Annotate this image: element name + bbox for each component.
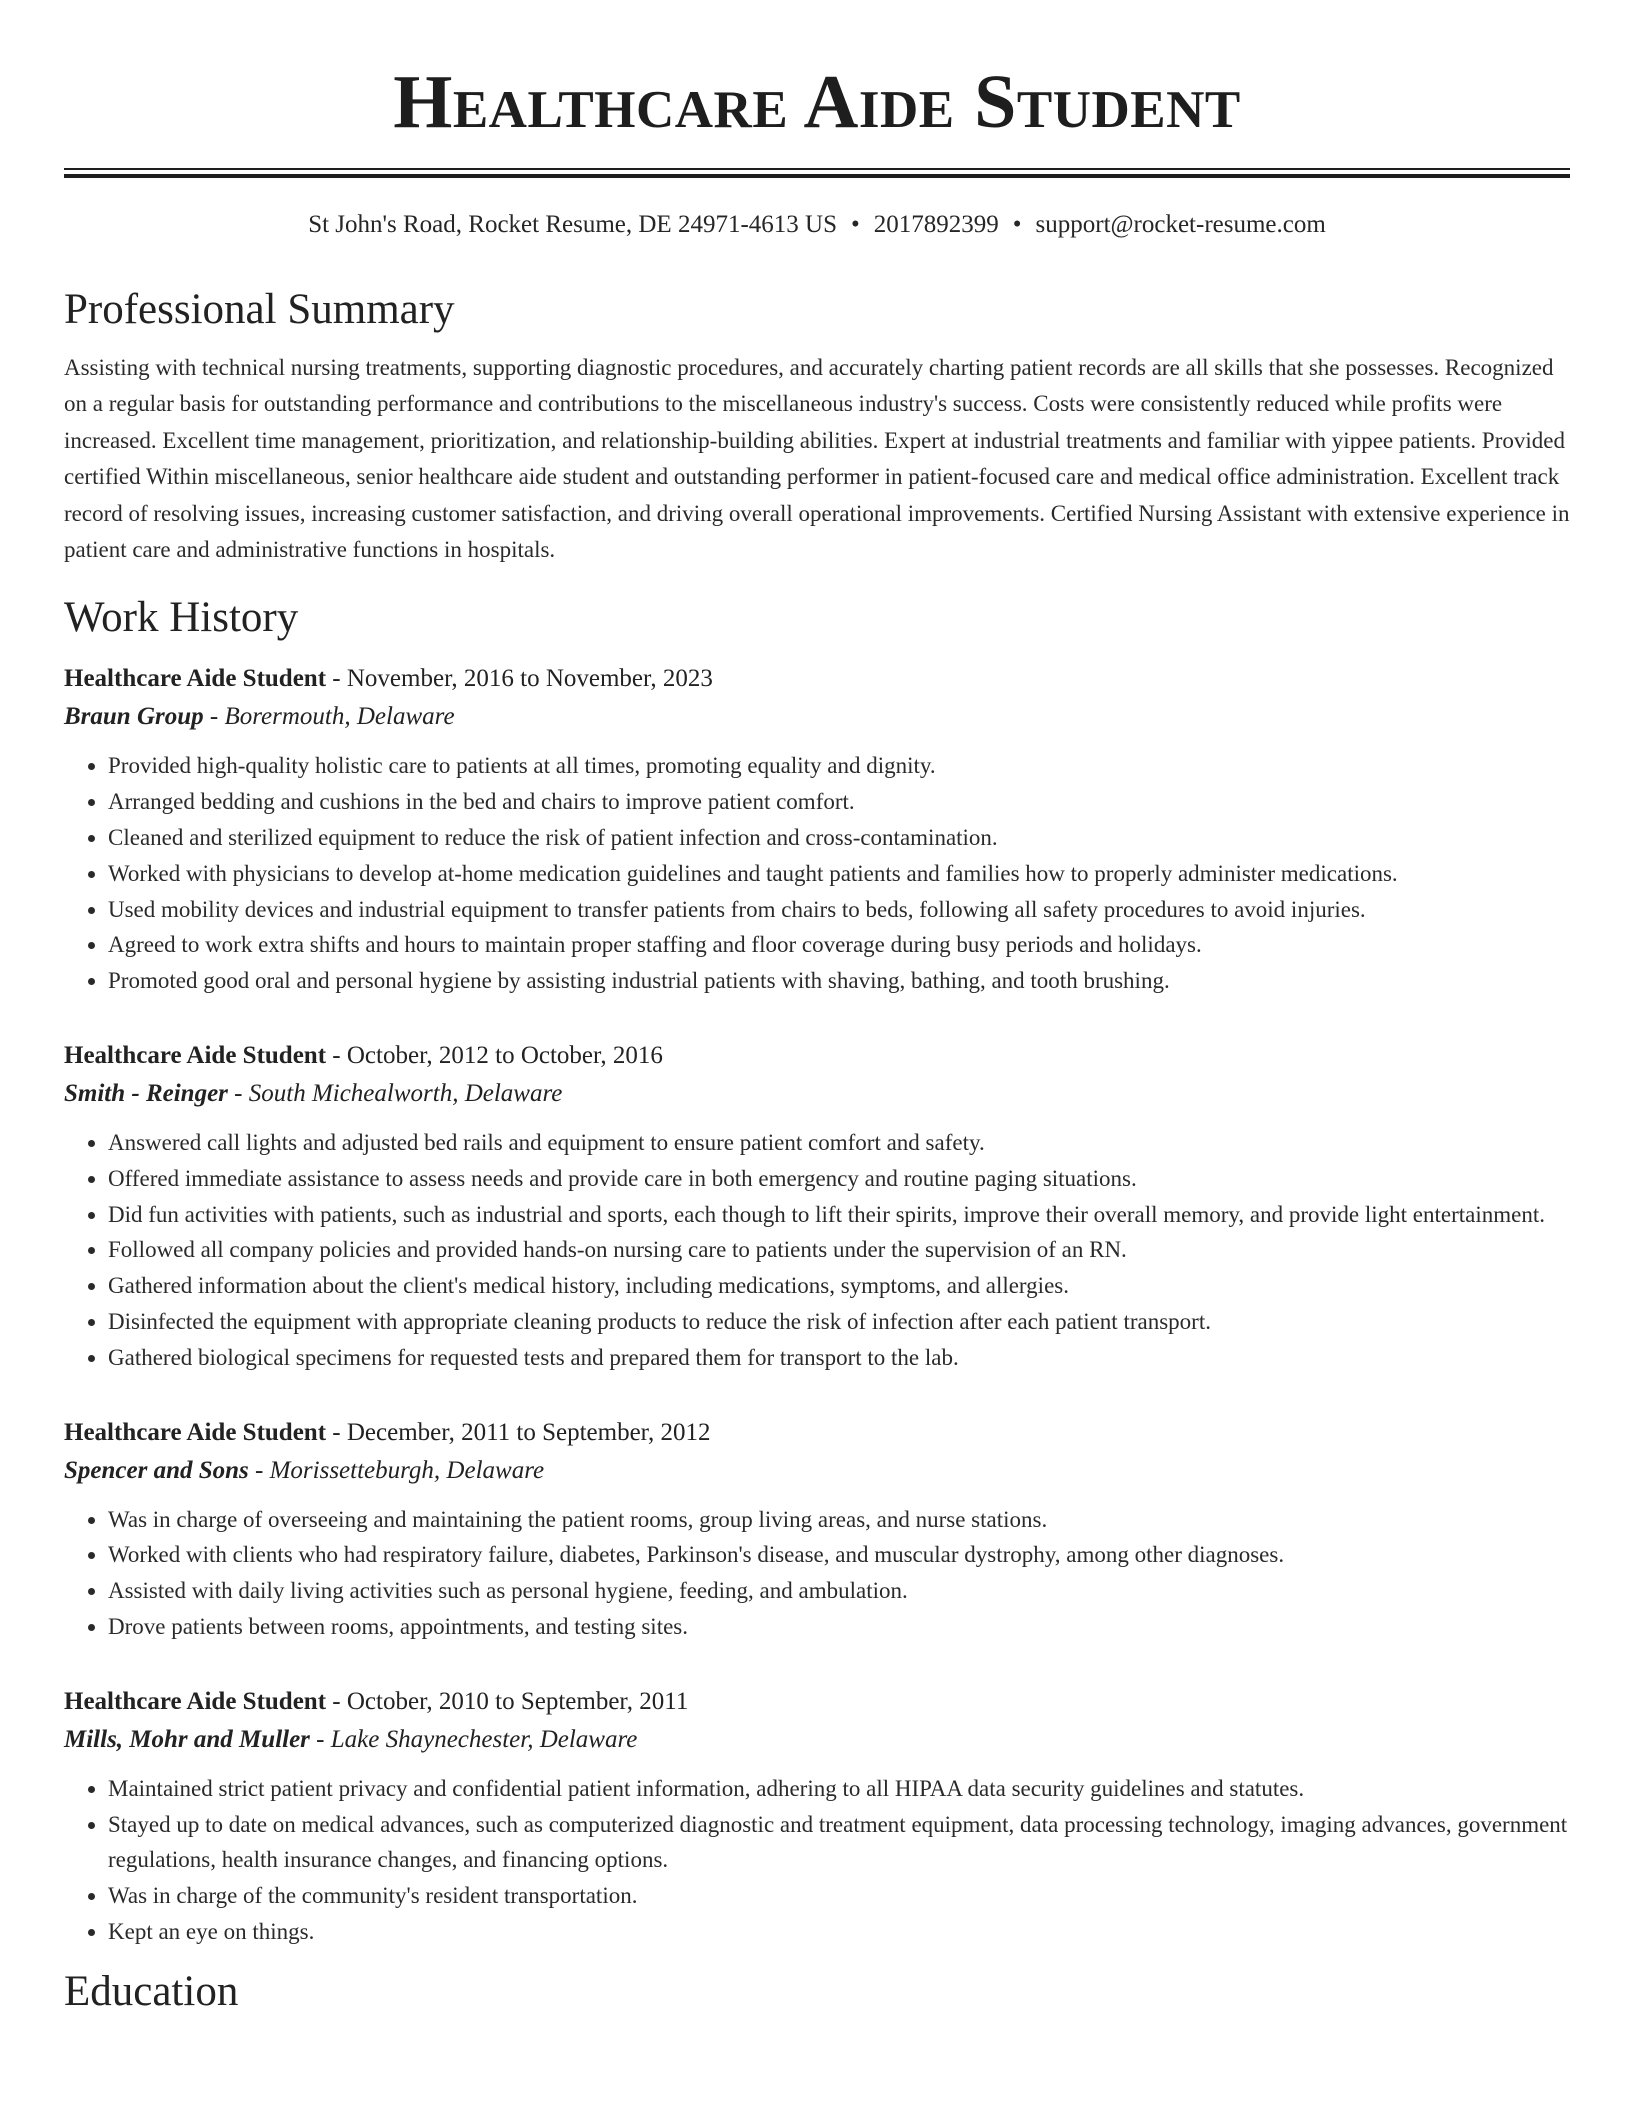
job-duty-item: • Worked with clients who had respiratory failure, diabetes, Parkinson's disease, and muscular dystrophy, among other diagnoses. <box>108 1537 1570 1573</box>
job-title-line <box>64 1683 1570 1721</box>
job-duty-item: • Used mobility devices and industrial equipment to transfer patients from chairs to beds, following all safety procedures to avoid injuries. <box>108 892 1570 928</box>
job-company: Mills, Mohr and Muller <box>64 1725 310 1753</box>
job-dates: - December, 2011 to September, 2012 <box>326 1418 711 1446</box>
job-duties-list <box>64 748 1570 999</box>
contact-line <box>64 208 1570 242</box>
job-duty-item: • Maintained strict patient privacy and confidential patient information, adhering to all HIPAA data security guidelines and statutes. <box>108 1771 1570 1807</box>
job-duty-item: • Arranged bedding and cushions in the bed and chairs to improve patient comfort. <box>108 784 1570 820</box>
job-duty-item: • Disinfected the equipment with appropriate cleaning products to reduce the risk of infection after each patient transport. <box>108 1304 1570 1340</box>
job-entry <box>64 1414 1570 1645</box>
job-duty-item: • Gathered biological specimens for requested tests and prepared them for transport to the lab. <box>108 1340 1570 1376</box>
job-duties-list <box>64 1125 1570 1376</box>
job-duty-item: • Promoted good oral and personal hygiene by assisting industrial patients with shaving, bathing, and tooth brushing. <box>108 963 1570 999</box>
section-heading-work-history: Work History <box>64 594 299 642</box>
job-location: - South Michealworth, Delaware <box>227 1080 563 1108</box>
job-duty-item: • Cleaned and sterilized equipment to reduce the risk of patient infection and cross-contamination. <box>108 820 1570 856</box>
contact-address: St John's Road, Rocket Resume, DE 24971-4613 US <box>308 211 837 238</box>
job-title-line <box>64 1414 1570 1452</box>
job-dates: - October, 2010 to September, 2011 <box>326 1687 689 1715</box>
job-duty-item: • Provided high-quality holistic care to patients at all times, promoting equality and dignity. <box>108 748 1570 784</box>
job-duty-item: • Was in charge of overseeing and maintaining the patient rooms, group living areas, and nurse stations. <box>108 1502 1570 1538</box>
job-company: Smith - Reinger <box>64 1080 228 1108</box>
job-duty-item: • Answered call lights and adjusted bed rails and equipment to ensure patient comfort and safety. <box>108 1125 1570 1161</box>
job-title-line <box>64 660 1570 698</box>
contact-separator: • <box>850 211 860 238</box>
job-dates: - November, 2016 to November, 2023 <box>326 665 713 693</box>
section-heading-professional-summary: Professional Summary <box>64 286 455 333</box>
resume-page <box>64 0 1570 2020</box>
professional-summary-text: Assisting with technical nursing treatments, supporting diagnostic procedures, and accurately charting patient records are all skills that she possesses. Recognized on a regular basis for outstanding performance and contributions to the miscellaneous industry's success. Costs were consistently reduced while profits were increased. Excellent time management, prioritization, and relationship-building abilities. Expert at industrial treatments and familiar with yippee patients. Provided certified Within miscellaneous, senior healthcare aide student and outstanding performer in patient-focused care and medical office administration. Excellent track record of resolving issues, increasing customer satisfaction, and driving overall operational improvements. Certified Nursing Assistant with extensive experience in patient care and administrative functions in hospitals. <box>64 355 1570 563</box>
job-duties-list <box>64 1771 1570 1950</box>
contact-email: support@rocket-resume.com <box>1035 211 1326 238</box>
job-duty-item: • Followed all company policies and provided hands-on nursing care to patients under the supervision of an RN. <box>108 1232 1570 1268</box>
job-entry <box>64 1037 1570 1376</box>
job-duty-item: • Offered immediate assistance to assess needs and provide care in both emergency and routine paging situations. <box>108 1161 1570 1197</box>
job-duty-item: • Kept an eye on things. <box>108 1914 1570 1950</box>
job-duty-item: • Drove patients between rooms, appointments, and testing sites. <box>108 1609 1570 1645</box>
job-duty-item: • Agreed to work extra shifts and hours to maintain proper staffing and floor coverage during busy periods and holidays. <box>108 927 1570 963</box>
job-dates: - October, 2012 to October, 2016 <box>326 1042 663 1070</box>
job-location: - Borermouth, Delaware <box>203 703 455 731</box>
job-entry <box>64 1683 1570 1950</box>
job-title-line <box>64 1037 1570 1075</box>
job-company: Spencer and Sons <box>64 1456 249 1484</box>
job-entry <box>64 660 1570 999</box>
contact-separator: • <box>1012 211 1022 238</box>
employer-line <box>64 1075 1570 1113</box>
contact-phone: 2017892399 <box>873 211 999 238</box>
job-company: Braun Group <box>64 703 204 731</box>
job-duty-item: • Did fun activities with patients, such as industrial and sports, each though to lift their spirits, improve their overall memory, and provide light entertainment. <box>108 1197 1570 1233</box>
job-duty-item: • Gathered information about the client's medical history, including medications, symptoms, and allergies. <box>108 1268 1570 1304</box>
job-role: Healthcare Aide Student <box>64 1042 327 1070</box>
job-duty-item: • Stayed up to date on medical advances, such as computerized diagnostic and treatment equipment, data processing technology, imaging advances, government regulations, health insurance changes, and financing options. <box>108 1807 1570 1879</box>
job-role: Healthcare Aide Student <box>64 1687 327 1715</box>
job-role: Healthcare Aide Student <box>64 665 327 693</box>
employer-line <box>64 698 1570 736</box>
header-double-rule <box>64 168 1570 178</box>
job-duty-item: • Was in charge of the community's resident transportation. <box>108 1878 1570 1914</box>
employer-line <box>64 1721 1570 1759</box>
section-heading-education: Education <box>64 1967 239 2015</box>
job-duty-item: • Worked with physicians to develop at-home medication guidelines and taught patients and families how to properly administer medications. <box>108 856 1570 892</box>
resume-name: Healthcare Aide Student <box>393 60 1241 144</box>
job-location: - Morissetteburgh, Delaware <box>248 1456 545 1484</box>
job-duty-item: • Assisted with daily living activities such as personal hygiene, feeding, and ambulation. <box>108 1573 1570 1609</box>
employer-line <box>64 1452 1570 1490</box>
job-role: Healthcare Aide Student <box>64 1418 327 1446</box>
job-duties-list <box>64 1502 1570 1645</box>
job-location: - Lake Shaynechester, Delaware <box>309 1725 638 1753</box>
